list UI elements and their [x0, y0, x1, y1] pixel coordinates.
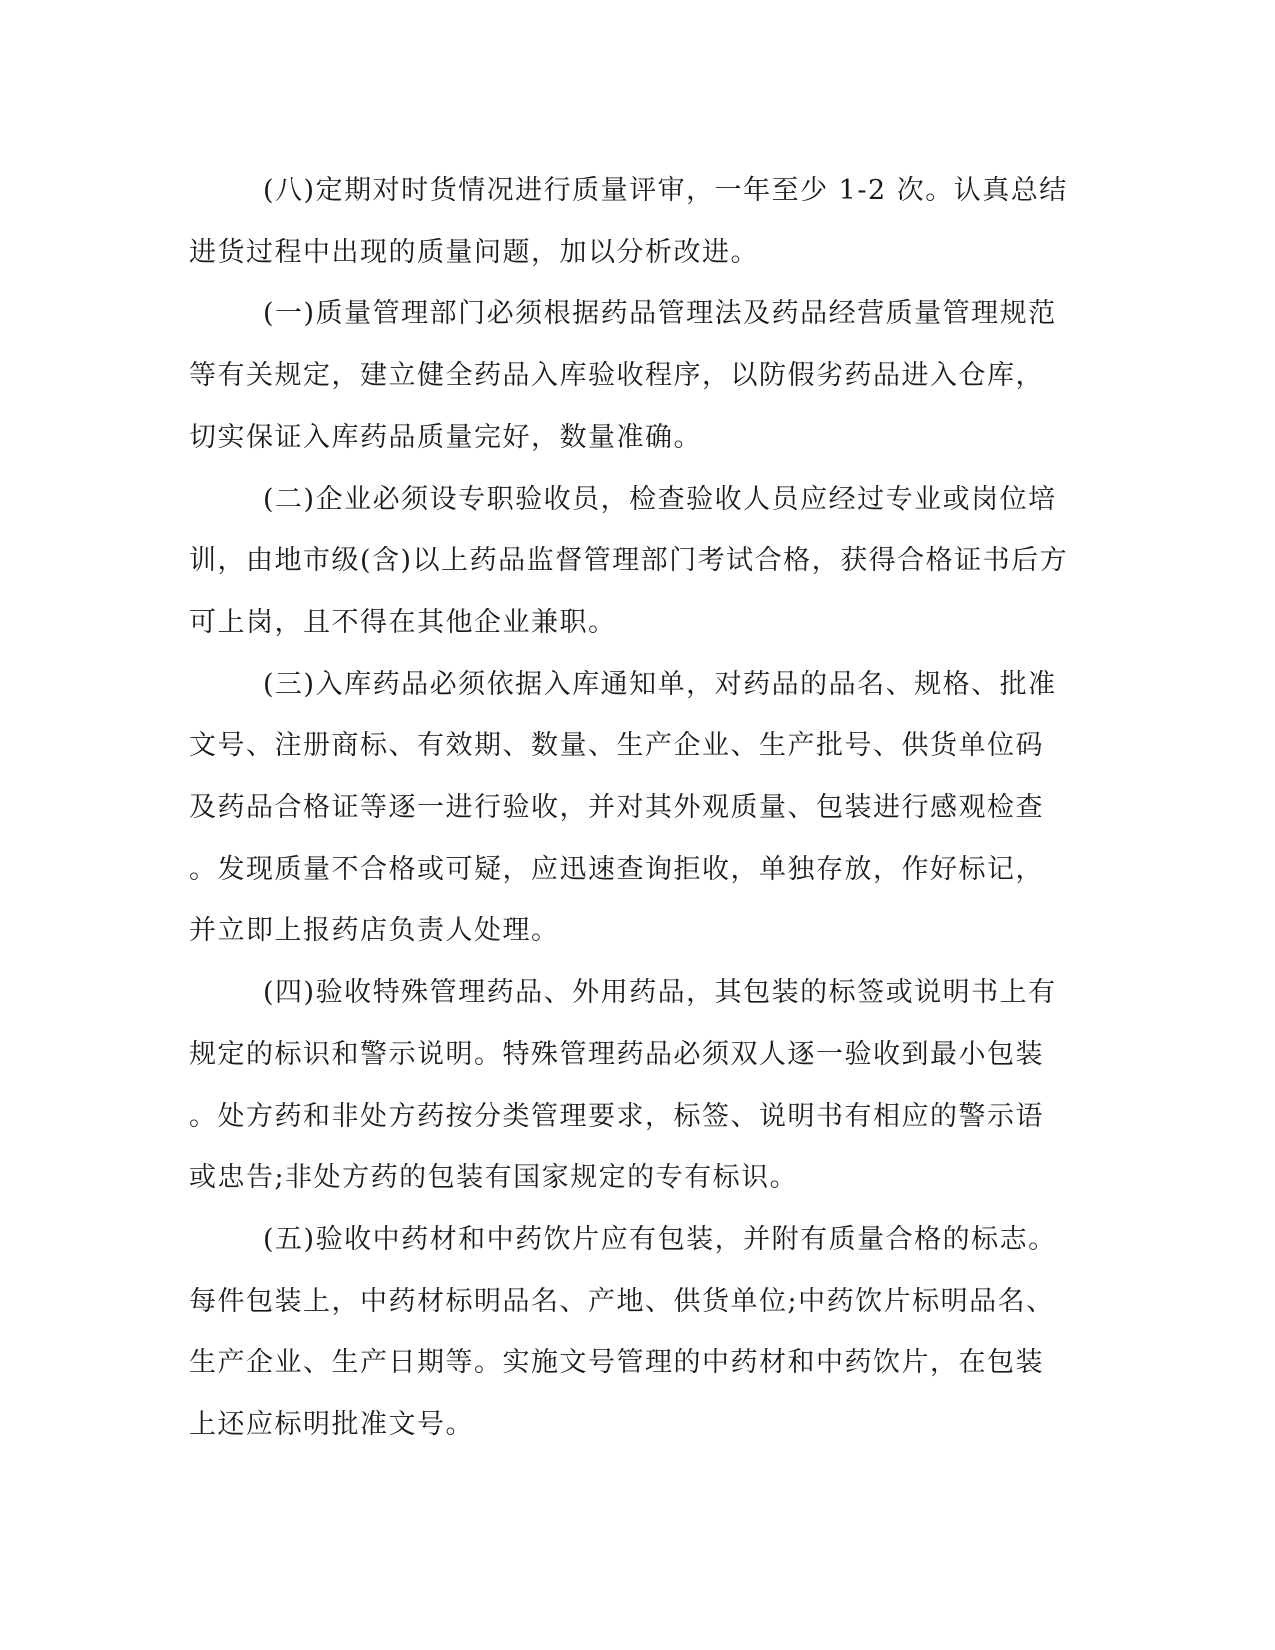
text-line: 生产企业、生产日期等。实施文号管理的中药材和中药饮片，在包装: [189, 1347, 1044, 1379]
text-line: 及药品合格证等逐一进行验收，并对其外观质量、包装进行感观检查: [189, 792, 1044, 824]
text-line: 上还应标明批准文号。: [189, 1409, 474, 1441]
text-line: 每件包装上，中药材标明品名、产地、供货单位;中药饮片标明品名、: [189, 1285, 1055, 1317]
paragraph-5: [189, 1209, 1069, 1456]
text-line: 或忠告;非处方药的包装有国家规定的专有标识。: [189, 1162, 799, 1194]
text-line: (三)入库药品必须依据入库通知单，对药品的品名、规格、批准: [263, 668, 1057, 700]
paragraph-8: [189, 160, 1069, 283]
text-line: 。处方药和非处方药按分类管理要求，标签、说明书有相应的警示语: [189, 1100, 1044, 1132]
paragraph-3: [189, 654, 1069, 963]
document-body: [189, 160, 1069, 1456]
text-line: 。发现质量不合格或可疑，应迅速查询拒收，单独存放，作好标记，: [189, 853, 1044, 885]
paragraph-4: [189, 962, 1069, 1209]
text-line: 训，由地市级(含)以上药品监督管理部门考试合格，获得合格证书后方: [189, 545, 1069, 577]
text-line: (五)验收中药材和中药饮片应有包装，并附有质量合格的标志。: [263, 1223, 1057, 1255]
text-line: 等有关规定，建立健全药品入库验收程序，以防假劣药品进入仓库，: [189, 360, 1044, 392]
text-line: (一)质量管理部门必须根据药品管理法及药品经营质量管理规范: [263, 298, 1057, 330]
paragraph-1: [189, 283, 1069, 468]
text-line: 进货过程中出现的质量问题，加以分析改进。: [189, 236, 759, 268]
text-line: 规定的标识和警示说明。特殊管理药品必须双人逐一验收到最小包装: [189, 1038, 1044, 1070]
text-line: 可上岗，且不得在其他企业兼职。: [189, 606, 617, 638]
text-line: (四)验收特殊管理药品、外用药品，其包装的标签或说明书上有: [263, 977, 1057, 1009]
text-line: 文号、注册商标、有效期、数量、生产企业、生产批号、供货单位码: [189, 730, 1044, 762]
paragraph-2: [189, 469, 1069, 654]
text-line: 并立即上报药店负责人处理。: [189, 915, 560, 947]
text-line: 切实保证入库药品质量完好，数量准确。: [189, 421, 702, 453]
text-line: (二)企业必须设专职验收员，检查验收人员应经过专业或岗位培: [263, 483, 1057, 515]
text-line: (八)定期对时货情况进行质量评审，一年至少 1-2 次。认真总结: [263, 175, 1068, 206]
